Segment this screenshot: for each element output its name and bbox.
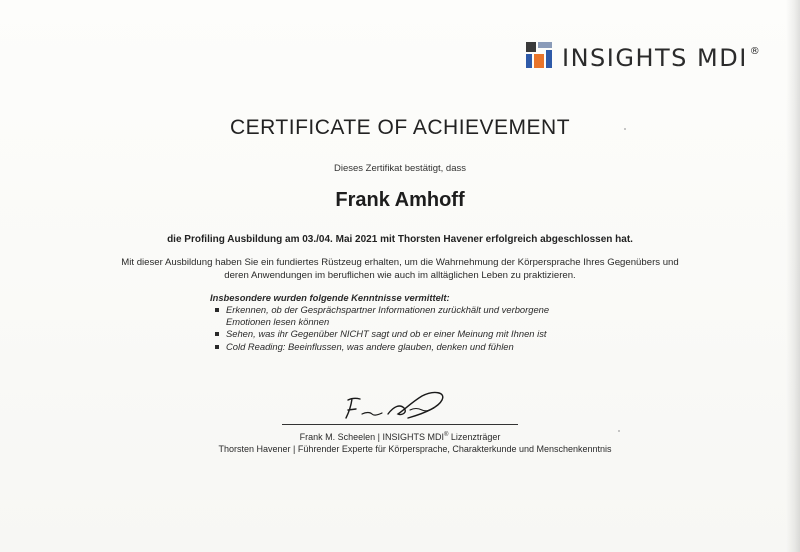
skill-item: Sehen, was ihr Gegenüber NICHT sagt und ob er einer Meinung mit Ihnen ist xyxy=(210,328,556,340)
certificate-title: CERTIFICATE OF ACHIEVEMENT xyxy=(229,116,571,139)
bullet-icon xyxy=(215,332,219,336)
signer-line-1: Frank M. Scheelen | INSIGHTS MDI® Lizenzträger xyxy=(299,432,501,442)
brand-logo xyxy=(526,40,761,70)
description-paragraph: Mit dieser Ausbildung haben Sie ein fundiertes Rüstzeug erhalten, um die Wahrnehmung der Körpersprache Ihres Gegenübers und deren Anwendungen im beruflichen wie auch im alltäglichen Leben zu praktizieren. xyxy=(121,257,679,281)
brand-name: INSIGHTS MDI ® xyxy=(562,44,762,72)
signature-line xyxy=(282,424,518,425)
paper-edge-shadow xyxy=(786,0,800,552)
recipient-name: Frank Amhoff xyxy=(335,189,465,211)
insights-mdi-logo-icon xyxy=(526,42,552,68)
skill-item: Erkennen, ob der Gesprächspartner Informationen zurückhält und verborgene Emotionen lesen können xyxy=(210,304,556,327)
training-statement: die Profiling Ausbildung am 03./04. Mai 2021 mit Thorsten Havener erfolgreich abgeschlossen hat. xyxy=(167,234,633,245)
skills-heading: Insbesondere wurden folgende Kenntnisse vermittelt: xyxy=(210,292,450,303)
skill-item: Cold Reading: Beeinflussen, was andere glauben, denken und fühlen xyxy=(210,341,596,353)
confirmation-text: Dieses Zertifikat bestätigt, dass xyxy=(334,163,466,174)
signer-line-2: Thorsten Havener | Führender Experte für Körpersprache, Charakterkunde und Menschenkenntnis xyxy=(218,444,612,454)
skills-section xyxy=(210,292,590,353)
handwritten-signature xyxy=(338,388,458,424)
skills-list xyxy=(210,304,590,352)
bullet-icon xyxy=(215,345,219,349)
bullet-icon xyxy=(215,308,219,312)
